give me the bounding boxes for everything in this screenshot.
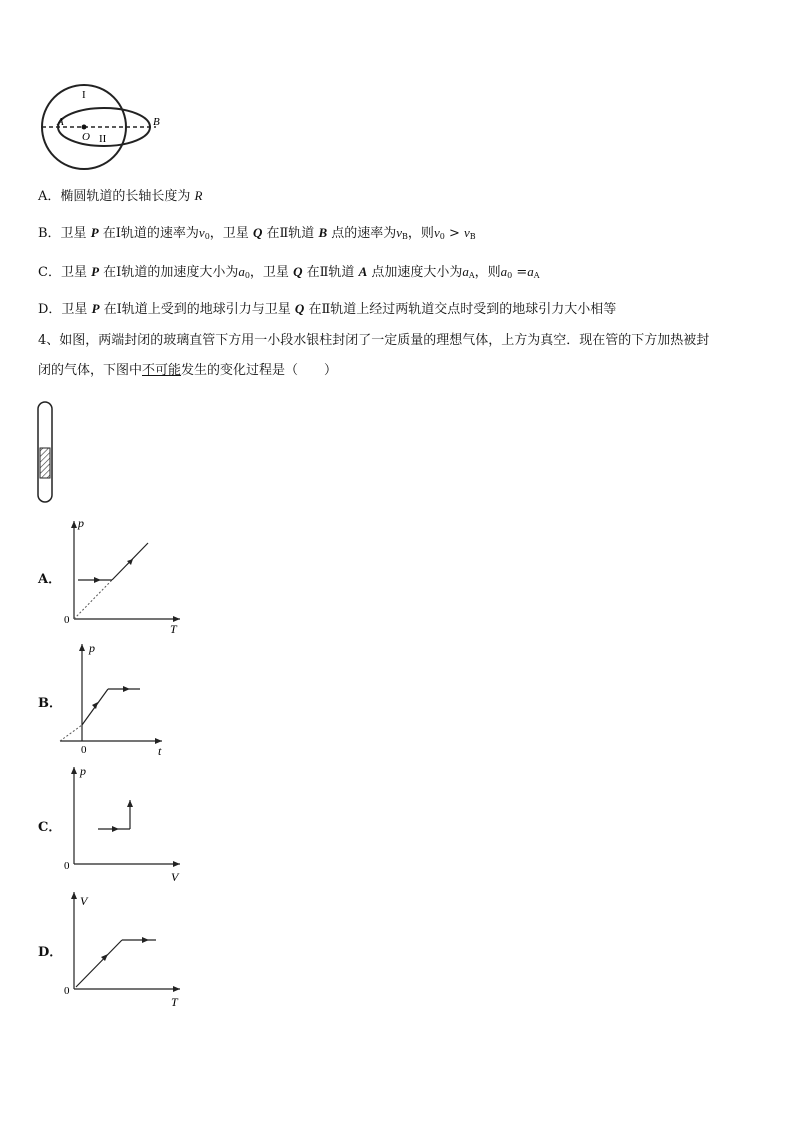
var-q: Q	[294, 301, 305, 316]
graph-a	[58, 515, 188, 640]
orbit-label-I: I	[82, 89, 86, 101]
text: ，则	[407, 226, 434, 241]
graph-d	[58, 888, 188, 1013]
var-a-point: A	[358, 264, 368, 279]
graph-d-xlabel: T	[171, 995, 178, 1009]
subscript: A	[533, 271, 540, 280]
graph-b-ylabel: p	[89, 641, 95, 655]
orbit-label-O: O	[82, 131, 90, 143]
graph-b	[58, 640, 173, 760]
orbit-figure	[36, 80, 166, 180]
subscript: A	[468, 271, 475, 280]
text: ，则	[474, 265, 501, 280]
graph-c-label: C．	[38, 820, 62, 835]
text: 在Ⅱ轨道	[302, 265, 359, 280]
option-a-text: A．椭圆轨道的长轴长度为	[38, 189, 195, 204]
text: B．卫星	[38, 226, 91, 241]
graph-b-origin: 0	[81, 744, 87, 756]
subscript: 0	[507, 271, 513, 280]
orbit-label-II: II	[99, 133, 107, 145]
text: 闭的气体，下图中	[38, 363, 143, 378]
graph-d-label: D．	[38, 945, 63, 960]
var-a: a	[462, 264, 469, 279]
text: 发生的变化过程是（ ）	[181, 363, 338, 378]
q4-stem-line2	[38, 362, 337, 380]
var-p: P	[90, 225, 99, 240]
subscript: 0	[439, 232, 445, 241]
subscript: 0	[204, 232, 210, 241]
text: 在Ⅱ轨道上经过两轨道交点时受到的地球引力大小相等	[304, 302, 617, 317]
graph-a-label: A．	[38, 572, 62, 587]
subscript: B	[402, 232, 408, 241]
text: 点的速率为	[327, 226, 397, 241]
var-a: a	[527, 264, 534, 279]
var-a: a	[500, 264, 508, 279]
text: 在Ⅰ轨道上受到的地球引力与卫星	[99, 302, 295, 317]
graph-c-origin: 0	[64, 860, 70, 872]
text: 在Ⅰ轨道的加速度大小为	[99, 265, 239, 280]
graph-a-ylabel: p	[78, 516, 84, 530]
var-v: v	[463, 225, 470, 240]
underlined-text: 不可能	[142, 363, 182, 378]
graph-b-label: B．	[38, 696, 62, 711]
graph-d-origin: 0	[64, 985, 70, 997]
text: 在Ⅰ轨道的速率为	[98, 226, 199, 241]
option-a-var: R	[194, 188, 203, 203]
text: D．卫星	[38, 302, 92, 317]
orbit-label-B: B	[153, 116, 160, 128]
subscript: 0	[244, 271, 250, 280]
operator: >	[444, 226, 464, 241]
glass-tube-figure	[34, 400, 58, 506]
var-p: P	[91, 301, 100, 316]
graph-c	[58, 763, 188, 888]
var-v: v	[396, 225, 403, 240]
graph-c-xlabel: V	[171, 870, 179, 884]
operator: =	[512, 265, 528, 280]
orbit-label-A: A	[57, 116, 64, 128]
q3-option-c	[38, 263, 540, 285]
var-v: v	[433, 225, 440, 240]
text: 在Ⅱ轨道	[262, 226, 319, 241]
var-q: Q	[293, 264, 303, 279]
q3-option-b	[38, 224, 476, 246]
graph-a-origin: 0	[64, 614, 70, 626]
q4-stem-line1: 4、如图，两端封闭的玻璃直管下方用一小段水银柱封闭了一定质量的理想气体，上方为真空．现在管的下方加热被封	[38, 333, 710, 348]
text: C．卫星	[38, 265, 92, 280]
graph-a-xlabel: T	[170, 622, 177, 636]
var-a: a	[238, 264, 245, 279]
var-b: B	[318, 225, 328, 240]
subscript: B	[469, 232, 476, 241]
mercury-column	[40, 448, 50, 478]
graph-d-ylabel: V	[80, 894, 88, 908]
var-p: P	[91, 264, 100, 279]
q3-option-d	[38, 300, 616, 319]
text: 点加速度大小为	[367, 265, 463, 280]
graph-c-ylabel: p	[80, 764, 86, 778]
text: ，卫星	[209, 226, 253, 241]
var-v: v	[198, 225, 205, 240]
text: ，卫星	[249, 265, 294, 280]
graph-b-xlabel: t	[158, 744, 162, 758]
q3-option-a	[38, 187, 202, 206]
var-q: Q	[252, 225, 263, 240]
